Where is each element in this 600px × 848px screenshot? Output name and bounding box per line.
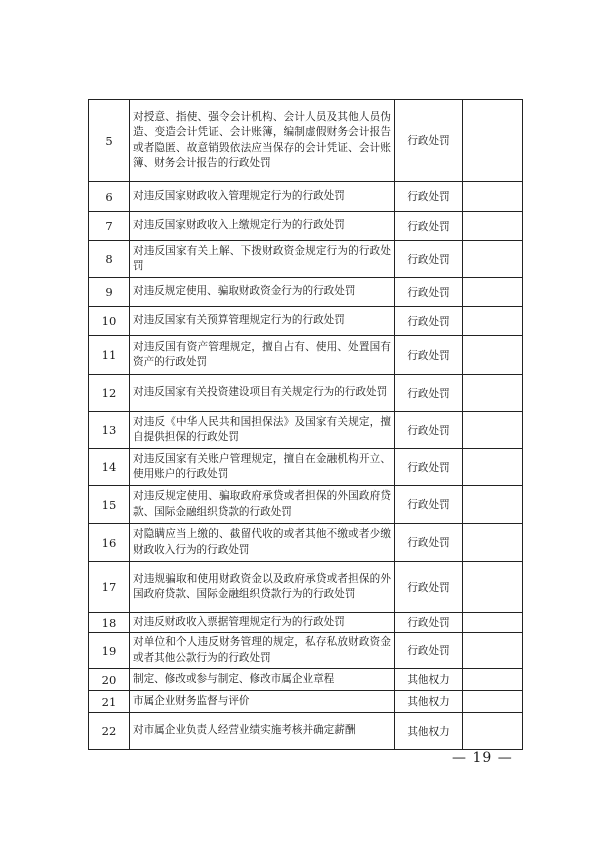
blank-cell [463,336,523,375]
row-number-cell: 6 [89,182,130,212]
row-number-cell: 12 [89,375,130,412]
power-description-cell: 对违反国家有关投资建设项目有关规定行为的行政处罚 [130,375,395,412]
blank-cell [463,375,523,412]
power-description-cell: 对违反财政收入票据管理规定行为的行政处罚 [130,613,395,633]
power-description-cell: 对违反国家财政收入上缴规定行为的行政处罚 [130,212,395,241]
table-row [89,212,523,241]
table-row [89,633,523,669]
table-body [89,100,523,750]
document-table [88,99,523,750]
row-number-cell: 20 [89,669,130,691]
table-row [89,713,523,750]
table-row [89,182,523,212]
table-row [89,307,523,336]
table-row [89,100,523,182]
power-type-cell: 行政处罚 [395,182,463,212]
power-type-cell: 其他权力 [395,691,463,713]
row-number-cell: 9 [89,278,130,307]
power-type-cell: 行政处罚 [395,412,463,449]
table-row [89,524,523,562]
power-description-cell: 对隐瞒应当上缴的、截留代收的或者其他不缴或者少缴财政收入行为的行政处罚 [130,524,395,562]
blank-cell [463,613,523,633]
row-number-cell: 17 [89,562,130,613]
power-description-cell: 对违反规定使用、骗取政府承贷或者担保的外国政府贷款、国际金融组织贷款的行政处罚 [130,486,395,524]
blank-cell [463,449,523,486]
row-number-cell: 13 [89,412,130,449]
row-number-cell: 5 [89,100,130,182]
power-type-cell: 行政处罚 [395,307,463,336]
row-number-cell: 15 [89,486,130,524]
table-row [89,449,523,486]
power-type-cell: 行政处罚 [395,449,463,486]
row-number-cell: 10 [89,307,130,336]
table-row [89,241,523,278]
blank-cell [463,486,523,524]
row-number-cell: 16 [89,524,130,562]
blank-cell [463,524,523,562]
power-description-cell: 对违反国有资产管理规定，擅自占有、使用、处置国有资产的行政处罚 [130,336,395,375]
power-description-cell: 对违反国家有关账户管理规定，擅自在金融机构开立、使用账户的行政处罚 [130,449,395,486]
blank-cell [463,100,523,182]
blank-cell [463,562,523,613]
blank-cell [463,307,523,336]
power-description-cell: 对违反《中华人民共和国担保法》及国家有关规定，擅自提供担保的行政处罚 [130,412,395,449]
power-type-cell: 行政处罚 [395,375,463,412]
power-description-cell: 对违反国家有关上解、下拨财政资金规定行为的行政处罚 [130,241,395,278]
power-type-cell: 行政处罚 [395,562,463,613]
power-description-cell: 对违规骗取和使用财政资金以及政府承贷或者担保的外国政府贷款、国际金融组织贷款行为的行政处罚 [130,562,395,613]
table-row [89,691,523,713]
power-type-cell: 行政处罚 [395,100,463,182]
table-row [89,375,523,412]
table-row [89,613,523,633]
row-number-cell: 19 [89,633,130,669]
power-type-cell: 行政处罚 [395,633,463,669]
row-number-cell: 22 [89,713,130,750]
power-description-cell: 市属企业财务监督与评价 [130,691,395,713]
power-description-cell: 对市属企业负责人经营业绩实施考核并确定薪酬 [130,713,395,750]
blank-cell [463,412,523,449]
blank-cell [463,241,523,278]
table-row [89,278,523,307]
page-number: — 19 — [452,750,513,766]
table-row [89,562,523,613]
power-type-cell: 其他权力 [395,713,463,750]
blank-cell [463,669,523,691]
power-type-cell: 行政处罚 [395,241,463,278]
power-description-cell: 制定、修改或参与制定、修改市属企业章程 [130,669,395,691]
table-row [89,336,523,375]
power-type-cell: 行政处罚 [395,278,463,307]
row-number-cell: 11 [89,336,130,375]
row-number-cell: 21 [89,691,130,713]
blank-cell [463,212,523,241]
table-row [89,669,523,691]
blank-cell [463,182,523,212]
power-description-cell: 对违反国家财政收入管理规定行为的行政处罚 [130,182,395,212]
power-type-cell: 行政处罚 [395,486,463,524]
row-number-cell: 14 [89,449,130,486]
power-description-cell: 对违反规定使用、骗取财政资金行为的行政处罚 [130,278,395,307]
power-description-cell: 对单位和个人违反财务管理的规定，私存私放财政资金或者其他公款行为的行政处罚 [130,633,395,669]
blank-cell [463,713,523,750]
power-description-cell: 对授意、指使、强令会计机构、会计人员及其他人员伪造、变造会计凭证、会计账簿，编制虚假财务会计报告或者隐匿、故意销毁依法应当保存的会计凭证、会计账簿、财务会计报告的行政处罚 [130,100,395,182]
table-row [89,412,523,449]
row-number-cell: 8 [89,241,130,278]
row-number-cell: 7 [89,212,130,241]
table-row [89,486,523,524]
power-type-cell: 行政处罚 [395,524,463,562]
blank-cell [463,633,523,669]
power-type-cell: 行政处罚 [395,336,463,375]
power-description-cell: 对违反国家有关预算管理规定行为的行政处罚 [130,307,395,336]
power-type-cell: 行政处罚 [395,212,463,241]
power-type-cell: 其他权力 [395,669,463,691]
power-type-cell: 行政处罚 [395,613,463,633]
blank-cell [463,278,523,307]
row-number-cell: 18 [89,613,130,633]
blank-cell [463,691,523,713]
